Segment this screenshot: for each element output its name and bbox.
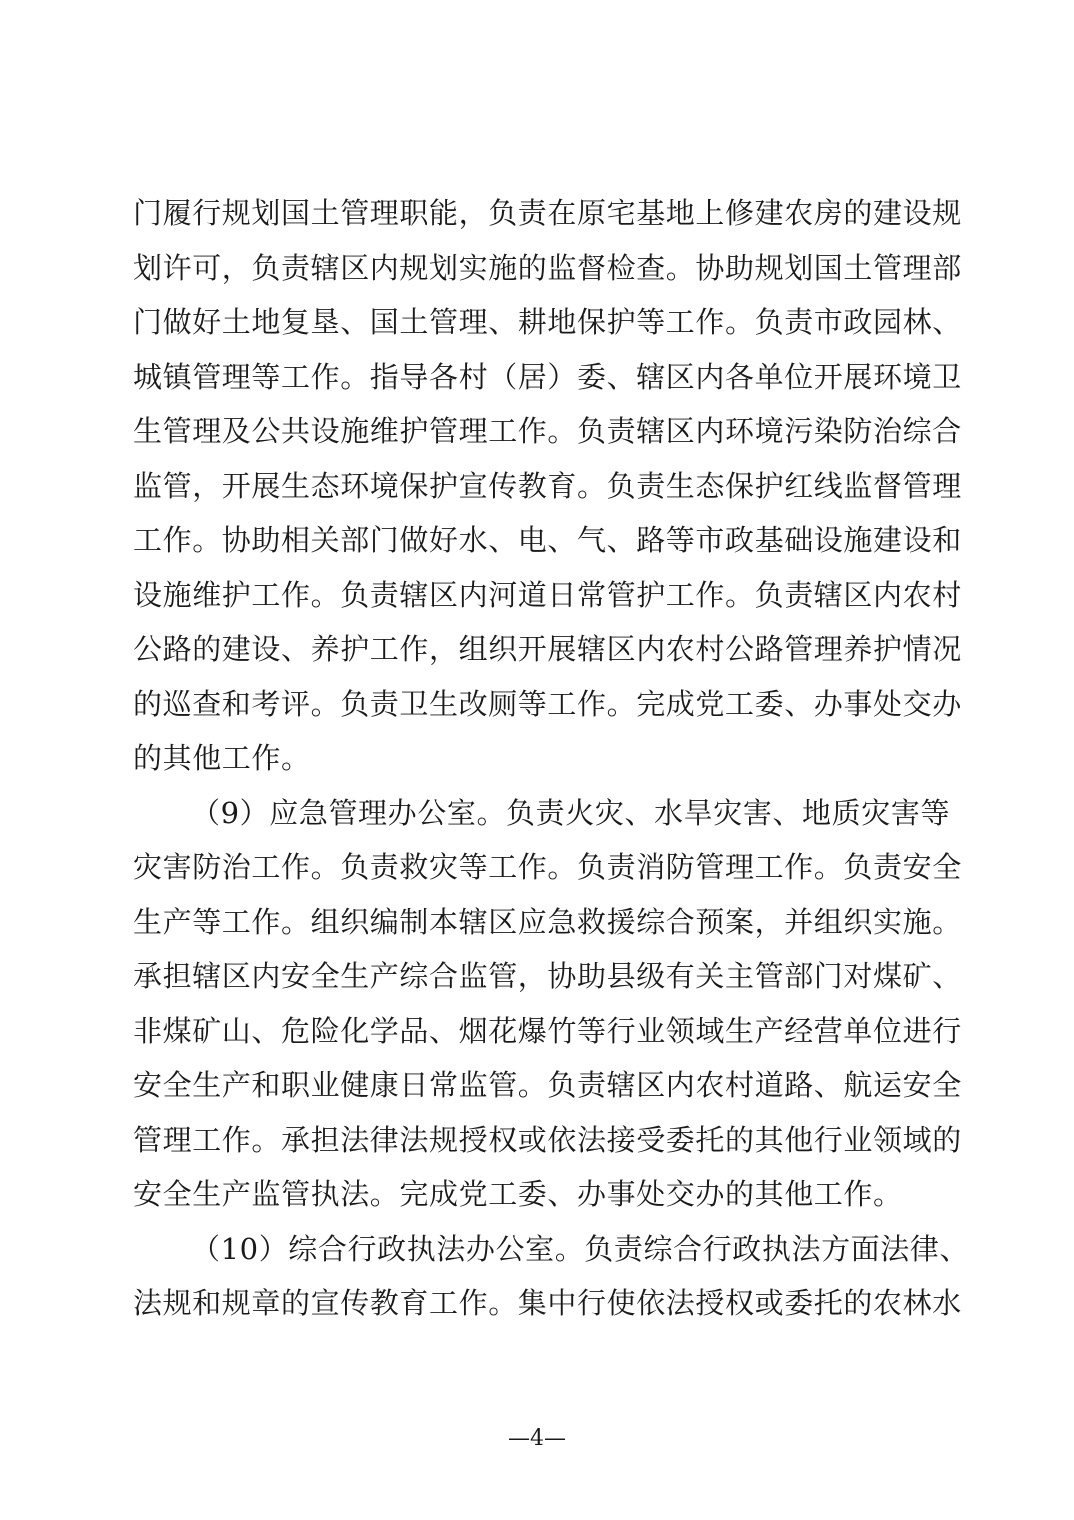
text-line: 划许可，负责辖区内规划实施的监督检查。协助规划国土管理部: [133, 250, 962, 285]
section-heading-line: （9）应急管理办公室。负责火灾、水旱灾害、地质灾害等: [191, 795, 951, 830]
text-line: 城镇管理等工作。指导各村（居）委、辖区内各单位开展环境卫: [133, 359, 962, 394]
page-number: —4—: [508, 1426, 566, 1451]
text-line: 工作。协助相关部门做好水、电、气、路等市政基础设施建设和: [133, 523, 962, 557]
section-heading-line: （10）综合行政执法办公室。负责综合行政执法方面法律、: [191, 1231, 970, 1266]
text-line: 非煤矿山、危险化学品、烟花爆竹等行业领域生产经营单位进行: [133, 1013, 962, 1048]
text-line: 门做好土地复垦、国土管理、耕地保护等工作。负责市政园林、: [133, 305, 962, 339]
text-line: 的巡查和考评。负责卫生改厕等工作。完成党工委、办事处交办: [133, 686, 962, 721]
text-line: 公路的建设、养护工作，组织开展辖区内农村公路管理养护情况: [133, 632, 962, 666]
text-line: 安全生产监管执法。完成党工委、办事处交办的其他工作。: [133, 1177, 903, 1211]
text-line: 承担辖区内安全生产综合监管，协助县级有关主管部门对煤矿、: [133, 959, 962, 993]
text-line: 安全生产和职业健康日常监管。负责辖区内农村道路、航运安全: [133, 1068, 962, 1102]
text-line: 监管，开展生态环境保护宣传教育。负责生态保护红线监督管理: [133, 468, 962, 503]
text-line: 生管理及公共设施维护管理工作。负责辖区内环境污染防治综合: [133, 414, 962, 448]
text-line: 管理工作。承担法律法规授权或依法接受委托的其他行业领域的: [133, 1122, 962, 1157]
text-line: 法规和规章的宣传教育工作。集中行使依法授权或委托的农林水: [133, 1286, 962, 1320]
text-line: 生产等工作。组织编制本辖区应急救援综合预案，并组织实施。: [133, 904, 962, 939]
text-line: 灾害防治工作。负责救灾等工作。负责消防管理工作。负责安全: [133, 850, 962, 884]
text-line: 的其他工作。: [133, 741, 311, 775]
body-text: [133, 186, 970, 1331]
text-line: 设施维护工作。负责辖区内河道日常管护工作。负责辖区内农村: [133, 577, 962, 612]
text-line: 门履行规划国土管理职能，负责在原宅基地上修建农房的建设规: [133, 196, 962, 230]
